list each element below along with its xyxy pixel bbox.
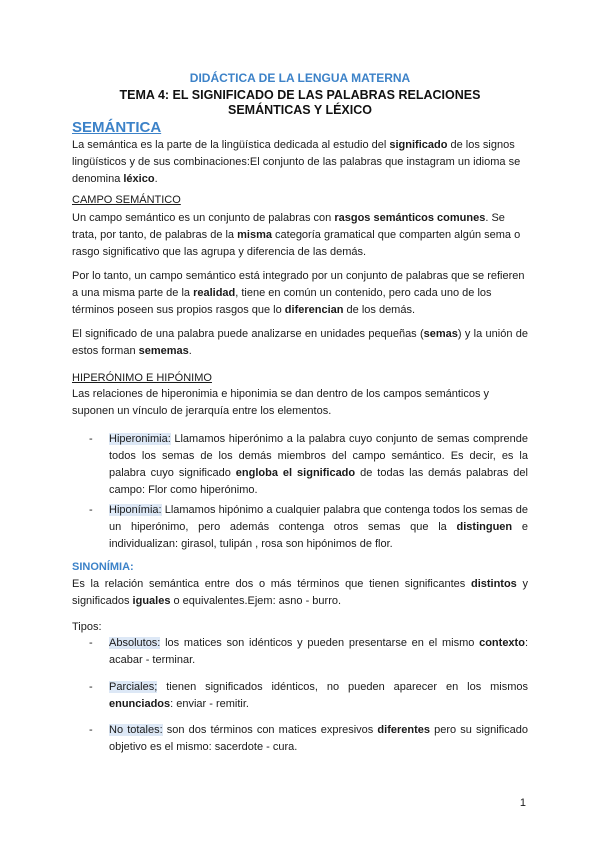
- bullet-parciales: - Parciales; tienen significados idénticos, no pueden aparecer en los mismos enunciados: enviar - remitir.: [89, 681, 528, 710]
- campo-paragraph-1: Un campo semántico es un conjunto de palabras con rasgos semánticos comunes. Se trata, por tanto, de palabras de la misma categoría gramatical que comparten algún sema o rasgo significativo que las agrupa y diferencia de las demás.: [72, 212, 521, 258]
- bullet-dash: -: [89, 504, 93, 516]
- bullet-hiponimia: - Hiponímia: Llamamos hipónimo a cualquier palabra que contenga todos los semas de un hiperónimo, pero además contenga otros semas que la distinguen e individualizan: girasol, tulipán , rosa son hipónimos de flor.: [89, 504, 528, 550]
- bullet-dash: -: [89, 433, 93, 445]
- course-title: DIDÁCTICA DE LA LENGUA MATERNA: [189, 71, 411, 85]
- bullet-dash: -: [89, 724, 93, 736]
- sinonimia-paragraph: Es la relación semántica entre dos o más términos que tienen significantes distintos y significados iguales o equivalentes.Ejem: asno - burro.: [72, 578, 528, 607]
- sinonimia-title: SINONÍMIA:: [72, 561, 134, 573]
- campo-paragraph-3: El significado de una palabra puede analizarse en unidades pequeñas (semas) y la unión de estos forman sememas.: [72, 328, 528, 357]
- highlight-label: Parciales;: [109, 681, 158, 693]
- bullet-dash: -: [89, 637, 93, 649]
- campo-semantico-title: CAMPO SEMÁNTICO: [72, 194, 181, 206]
- page-number: 1: [519, 797, 526, 809]
- highlight-label: No totales:: [109, 724, 163, 736]
- semantica-paragraph: La semántica es la parte de la lingüística dedicada al estudio del significado de los signos lingüísticos y de sus combinaciones:El conjunto de las palabras que instagram un idioma se denomina léxico.: [72, 139, 521, 185]
- highlight-label: Absolutos:: [109, 637, 161, 649]
- bullet-absolutos: - Absolutos: los matices son idénticos y pueden presentarse en el mismo contexto: acabar - terminar.: [89, 637, 528, 666]
- highlight-label: Hiponímia:: [109, 504, 162, 516]
- bullet-hiperonimia: - Hiperonimia: Llamamos hiperónimo a la palabra cuyo conjunto de semas comprende todos los semas de los demás miembros del campo semántico. Es decir, es la palabra cuyo significado engloba el significado de todas las demás palabras del campo: Flor como hiperónimo.: [89, 433, 528, 496]
- hiperonimo-intro: Las relaciones de hiperonimia e hiponimia se dan dentro de los campos semánticos y suponen un vínculo de jerarquía entre los elementos.: [72, 388, 490, 417]
- campo-paragraph-2: Por lo tanto, un campo semántico está integrado por un conjunto de palabras que se refieren a una misma parte de la realidad, tiene en común un contenido, pero cada uno de los términos poseen sus propios rasgos que lo diferencian de los demás.: [72, 270, 525, 316]
- bullet-dash: -: [89, 681, 93, 693]
- topic-title: TEMA 4: EL SIGNIFICADO DE LAS PALABRAS RELACIONES SEMÁNTICAS Y LÉXICO: [119, 88, 481, 117]
- section-semantica-title: SEMÁNTICA: [72, 119, 162, 136]
- bullet-no-totales: - No totales: son dos términos con matices expresivos diferentes pero su significado objetivo es el mismo: sacerdote - cura.: [89, 724, 528, 753]
- hiperonimo-title: HIPERÓNIMO E HIPÓNIMO: [72, 372, 212, 384]
- tipos-label: Tipos:: [72, 621, 102, 633]
- highlight-label: Hiperonimia:: [109, 433, 171, 445]
